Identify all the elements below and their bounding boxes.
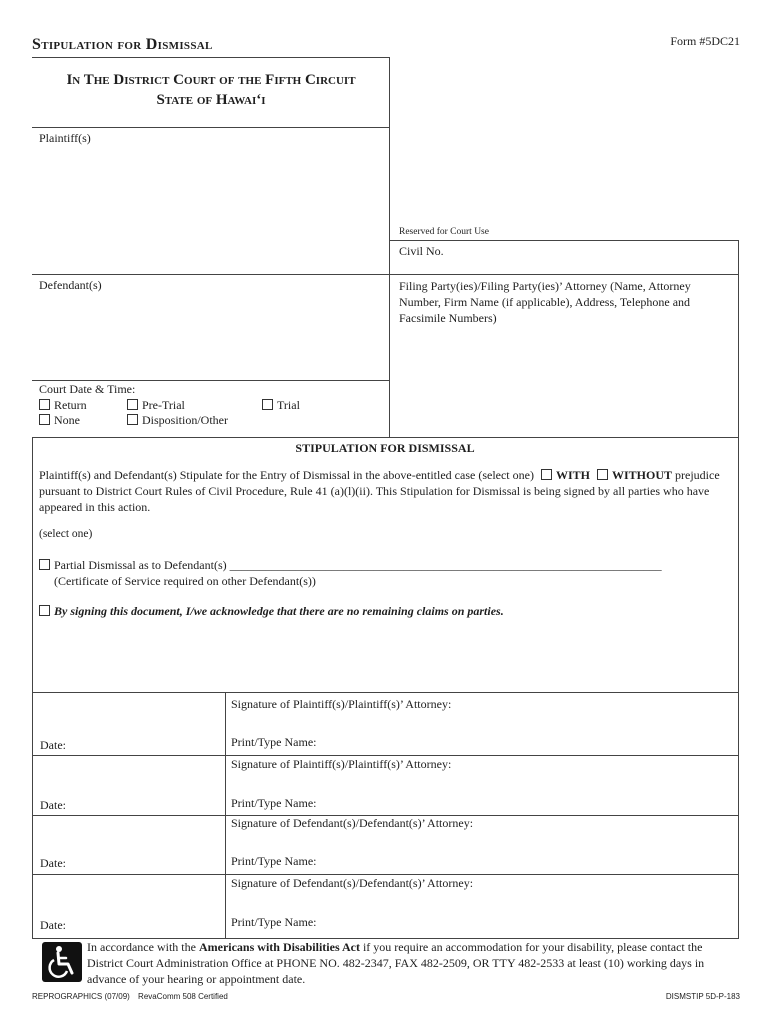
date-label: Date: — [40, 918, 66, 932]
signature-label: Signature of Defendant(s)/Defendant(s)’ Attorney: — [231, 816, 474, 830]
disposition-option[interactable]: Disposition/Other — [127, 413, 228, 428]
return-checkbox[interactable] — [39, 399, 50, 410]
none-checkbox[interactable] — [39, 414, 50, 425]
reprographics-label: REPROGRAPHICS (07/09) — [32, 992, 130, 1001]
signature-field[interactable] — [231, 772, 731, 792]
signature-divider-1 — [32, 755, 738, 756]
signature-top-border — [32, 692, 738, 693]
form-number: Form #5DC21 — [670, 34, 740, 48]
acknowledge-checkbox[interactable] — [39, 605, 50, 616]
civil-no-field[interactable] — [450, 244, 730, 270]
partial-dismissal-label: Partial Dismissal as to Defendant(s) — [54, 558, 227, 572]
court-line-2: State of Hawai‘i — [156, 92, 266, 108]
filing-party-label: Filing Party(ies)/Filing Party(ies)’ Attorney (Name, Attorney Number, Firm Name (if applicable), Address, Telephone and Facsimile Numbers) — [399, 279, 691, 325]
right-border-lower — [738, 437, 739, 939]
signature-field[interactable] — [231, 891, 731, 911]
partial-dismissal-checkbox[interactable] — [39, 559, 50, 570]
return-option[interactable]: Return — [39, 398, 87, 413]
ada-act-name: Americans with Disabilities Act — [198, 940, 360, 954]
date-label: Date: — [40, 798, 66, 812]
none-option[interactable]: None — [39, 413, 80, 428]
court-name — [32, 70, 390, 110]
caption-top-border — [32, 57, 390, 58]
court-line-1: In The District Court of the Fifth Circuit — [66, 72, 356, 88]
trial-option[interactable]: Trial — [262, 398, 300, 413]
print-name-label: Print/Type Name: — [231, 796, 317, 810]
acknowledge-text: By signing this document, I/we acknowledge that there are no remaining claims on parties. — [54, 604, 504, 618]
with-checkbox[interactable] — [541, 469, 552, 480]
print-name-label: Print/Type Name: — [231, 854, 317, 868]
pre-trial-option[interactable]: Pre-Trial — [127, 398, 185, 413]
left-border-lower — [32, 437, 33, 939]
plaintiff-label: Plaintiff(s) — [39, 131, 91, 145]
signature-field[interactable] — [231, 831, 731, 851]
court-date-label: Court Date & Time: — [39, 382, 136, 396]
disposition-checkbox[interactable] — [127, 414, 138, 425]
stipulation-intro: Plaintiff(s) and Defendant(s) Stipulate for the Entry of Dismissal in the above-entitled case (select one) — [39, 468, 534, 482]
ada-notice — [87, 939, 739, 987]
wheelchair-icon — [42, 942, 82, 982]
trial-checkbox[interactable] — [262, 399, 273, 410]
wheelchair-icon-graphic — [42, 942, 82, 982]
right-border-upper — [738, 240, 739, 437]
reserved-label: Reserved for Court Use — [399, 227, 489, 237]
civil-no-top-border — [390, 240, 738, 241]
pre-trial-checkbox[interactable] — [127, 399, 138, 410]
date-label: Date: — [40, 856, 66, 870]
print-name-label: Print/Type Name: — [231, 735, 317, 749]
defendant-label: Defendant(s) — [39, 278, 102, 292]
partial-dismissal-field[interactable]: ________________________________________________________________________ — [229, 558, 662, 572]
signature-field[interactable] — [231, 712, 731, 732]
without-label: WITHOUT — [611, 468, 672, 482]
signature-label: Signature of Defendant(s)/Defendant(s)’ Attorney: — [231, 876, 474, 890]
civil-no-label: Civil No. — [399, 244, 444, 258]
certificate-note: (Certificate of Service required on other Defendant(s)) — [54, 574, 316, 588]
print-name-label: Print/Type Name: — [231, 915, 317, 929]
court-box-bottom-border — [32, 127, 390, 128]
ada-text-after: if you require an accommodation for your disability, please contact the District Court Administration Office at PHONE NO. 482-2347, FAX 482-2509, OR TTY 482-2533 at least (10) working days in advance of your hearing or appointment date. — [87, 940, 705, 986]
stipulation-top-border — [32, 437, 738, 438]
stipulation-continuation: prejudice pursuant to District Court Rules of Civil Procedure, Rule 41 (a)(l)(ii). This Stipulation for Dismissal is being signed by all parties who have appeared in this action. — [39, 468, 720, 514]
certified-label: RevaComm 508 Certified — [138, 992, 228, 1001]
select-one-note: (select one) — [39, 528, 93, 540]
partial-dismissal-row — [39, 558, 662, 573]
plaintiff-field[interactable] — [39, 145, 383, 269]
defendant-bottom-border — [32, 380, 390, 381]
form-title: Stipulation for Dismissal — [32, 36, 213, 53]
without-checkbox[interactable] — [597, 469, 608, 480]
caption-mid-border — [32, 274, 738, 275]
date-label: Date: — [40, 738, 66, 752]
footer-form-code: DISMSTIP 5D-P-183 — [665, 992, 740, 1001]
defendant-field[interactable] — [39, 292, 383, 376]
signature-label: Signature of Plaintiff(s)/Plaintiff(s)’ Attorney: — [231, 697, 452, 711]
with-label: WITH — [555, 468, 590, 482]
ada-text-before: In accordance with the — [87, 940, 196, 954]
signature-divider-3 — [32, 874, 738, 875]
signature-label: Signature of Plaintiff(s)/Plaintiff(s)’ Attorney: — [231, 757, 452, 771]
acknowledge-row — [39, 604, 504, 619]
footer-left — [32, 992, 228, 1001]
stipulation-body — [39, 467, 733, 515]
stipulation-heading: STIPULATION FOR DISMISSAL — [295, 441, 475, 455]
